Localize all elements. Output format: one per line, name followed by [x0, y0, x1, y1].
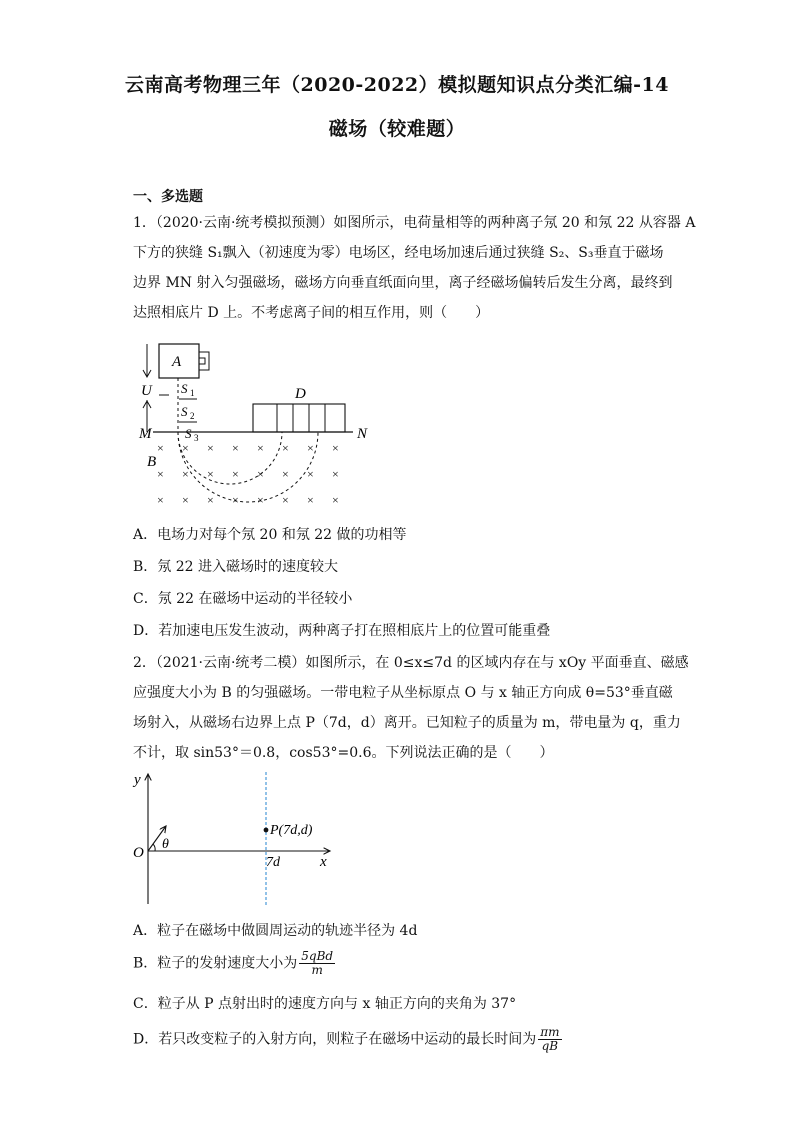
- title-line-1: 云南高考物理三年（2020-2022）模拟题知识点分类汇编-14: [125, 74, 669, 96]
- field-cross: ×: [182, 493, 189, 507]
- field-cross: ×: [182, 441, 189, 455]
- q2-option-a: A．粒子在磁场中做圆周运动的轨迹半径为 4d: [133, 923, 418, 939]
- label-s2-sub: 2: [190, 411, 195, 421]
- field-cross: ×: [332, 467, 339, 481]
- q1-option-a: A．电场力对每个氖 20 和氖 22 做的功相等: [133, 527, 407, 543]
- field-cross: ×: [282, 467, 289, 481]
- section-heading: 一、多选题: [133, 189, 203, 205]
- field-cross: ×: [257, 493, 264, 507]
- field-cross: ×: [257, 467, 264, 481]
- q2-line-1: 2．（2021·云南·统考二模）如图所示，在 0≤x≤7d 的区域内存在与 xOy 平面垂直、磁感: [133, 655, 689, 671]
- field-cross: ×: [207, 441, 214, 455]
- q2-line-2: 应强度大小为 B 的匀强磁场。一带电粒子从坐标原点 O 与 x 轴正方向成 θ=53°垂直磁: [133, 685, 673, 701]
- q1-line-4: 达照相底片 D 上。不考虑离子间的相互作用，则（ ）: [133, 305, 490, 321]
- q2-option-d-fraction: [538, 1026, 561, 1053]
- field-cross: ×: [307, 493, 314, 507]
- q2-option-b: [133, 950, 335, 977]
- field-cross: ×: [307, 467, 314, 481]
- label-s3-sub: 3: [194, 433, 199, 443]
- trajectory-large: [178, 432, 318, 502]
- field-cross: ×: [257, 441, 264, 455]
- field-cross: ×: [157, 493, 164, 507]
- label-y: y: [134, 772, 141, 788]
- field-cross: ×: [207, 493, 214, 507]
- label-d: D: [295, 386, 306, 402]
- q1-option-b: B．氖 22 进入磁场时的速度较大: [133, 559, 339, 575]
- label-x: x: [320, 854, 327, 870]
- label-m: M: [139, 426, 152, 442]
- field-cross: ×: [282, 441, 289, 455]
- title-line-2: 磁场（较难题）: [328, 118, 466, 140]
- q2-option-b-fraction: [299, 950, 335, 977]
- q2-option-d-denominator: qB: [541, 1039, 559, 1053]
- label-a: A: [172, 354, 182, 370]
- magnetic-field-crosses: [157, 441, 339, 507]
- point-p: [264, 828, 269, 833]
- label-s1: S: [181, 381, 188, 396]
- q2-line-3: 场射入，从磁场右边界上点 P（7d，d）离开。已知粒子的质量为 m，带电量为 q，重力: [133, 715, 681, 731]
- q2-option-d-numerator: πm: [540, 1025, 560, 1039]
- q1-option-c: C．氖 22 在磁场中运动的半径较小: [133, 591, 353, 607]
- q1-line-1: 1．（2020·云南·统考模拟预测）如图所示，电荷量相等的两种离子氖 20 和氖 22 从容器 A: [133, 215, 696, 231]
- field-cross: ×: [282, 493, 289, 507]
- field-cross: ×: [207, 467, 214, 481]
- q1-option-d: D．若加速电压发生波动，两种离子打在照相底片上的位置可能重叠: [133, 623, 551, 639]
- q2-line-4: 不计，取 sin53°＝0.8，cos53°=0.6。下列说法正确的是（ ）: [133, 745, 554, 761]
- photo-plate-d: [253, 404, 345, 432]
- label-o: O: [133, 845, 144, 861]
- label-n: N: [357, 426, 368, 442]
- label-u: U: [141, 383, 152, 399]
- field-cross: ×: [157, 441, 164, 455]
- q2-option-b-text: B．粒子的发射速度大小为: [133, 955, 298, 972]
- q2-option-c: C．粒子从 P 点射出时的速度方向与 x 轴正方向的夹角为 37°: [133, 996, 517, 1012]
- q2-option-d: [133, 1026, 562, 1053]
- field-cross: ×: [232, 493, 239, 507]
- label-p: P(7d,d): [270, 823, 313, 838]
- q2-option-d-text: D．若只改变粒子的入射方向，则粒子在磁场中运动的最长时间为: [133, 1031, 537, 1048]
- field-cross: ×: [232, 441, 239, 455]
- q2-option-b-denominator: m: [311, 963, 323, 977]
- field-cross: ×: [332, 493, 339, 507]
- label-7d: 7d: [266, 855, 280, 870]
- q1-line-3: 边界 MN 射入匀强磁场，磁场方向垂直纸面向里，离子经磁场偏转后发生分离，最终到: [133, 275, 673, 291]
- q1-line-2: 下方的狭缝 S₁飘入（初速度为零）电场区，经电场加速后通过狭缝 S₂、S₃垂直于磁场: [133, 245, 664, 261]
- field-cross: ×: [332, 441, 339, 455]
- field-cross: ×: [157, 467, 164, 481]
- field-cross: ×: [307, 441, 314, 455]
- label-theta: θ: [162, 837, 169, 852]
- field-cross: ×: [232, 467, 239, 481]
- q2-figure: [130, 768, 340, 908]
- label-s3: S: [185, 426, 192, 441]
- field-cross: ×: [182, 467, 189, 481]
- q1-figure: [135, 338, 368, 518]
- label-s1-sub: 1: [190, 388, 195, 398]
- label-s2: S: [181, 404, 188, 419]
- q2-option-b-numerator: 5qBd: [301, 949, 334, 963]
- label-b: B: [147, 454, 157, 470]
